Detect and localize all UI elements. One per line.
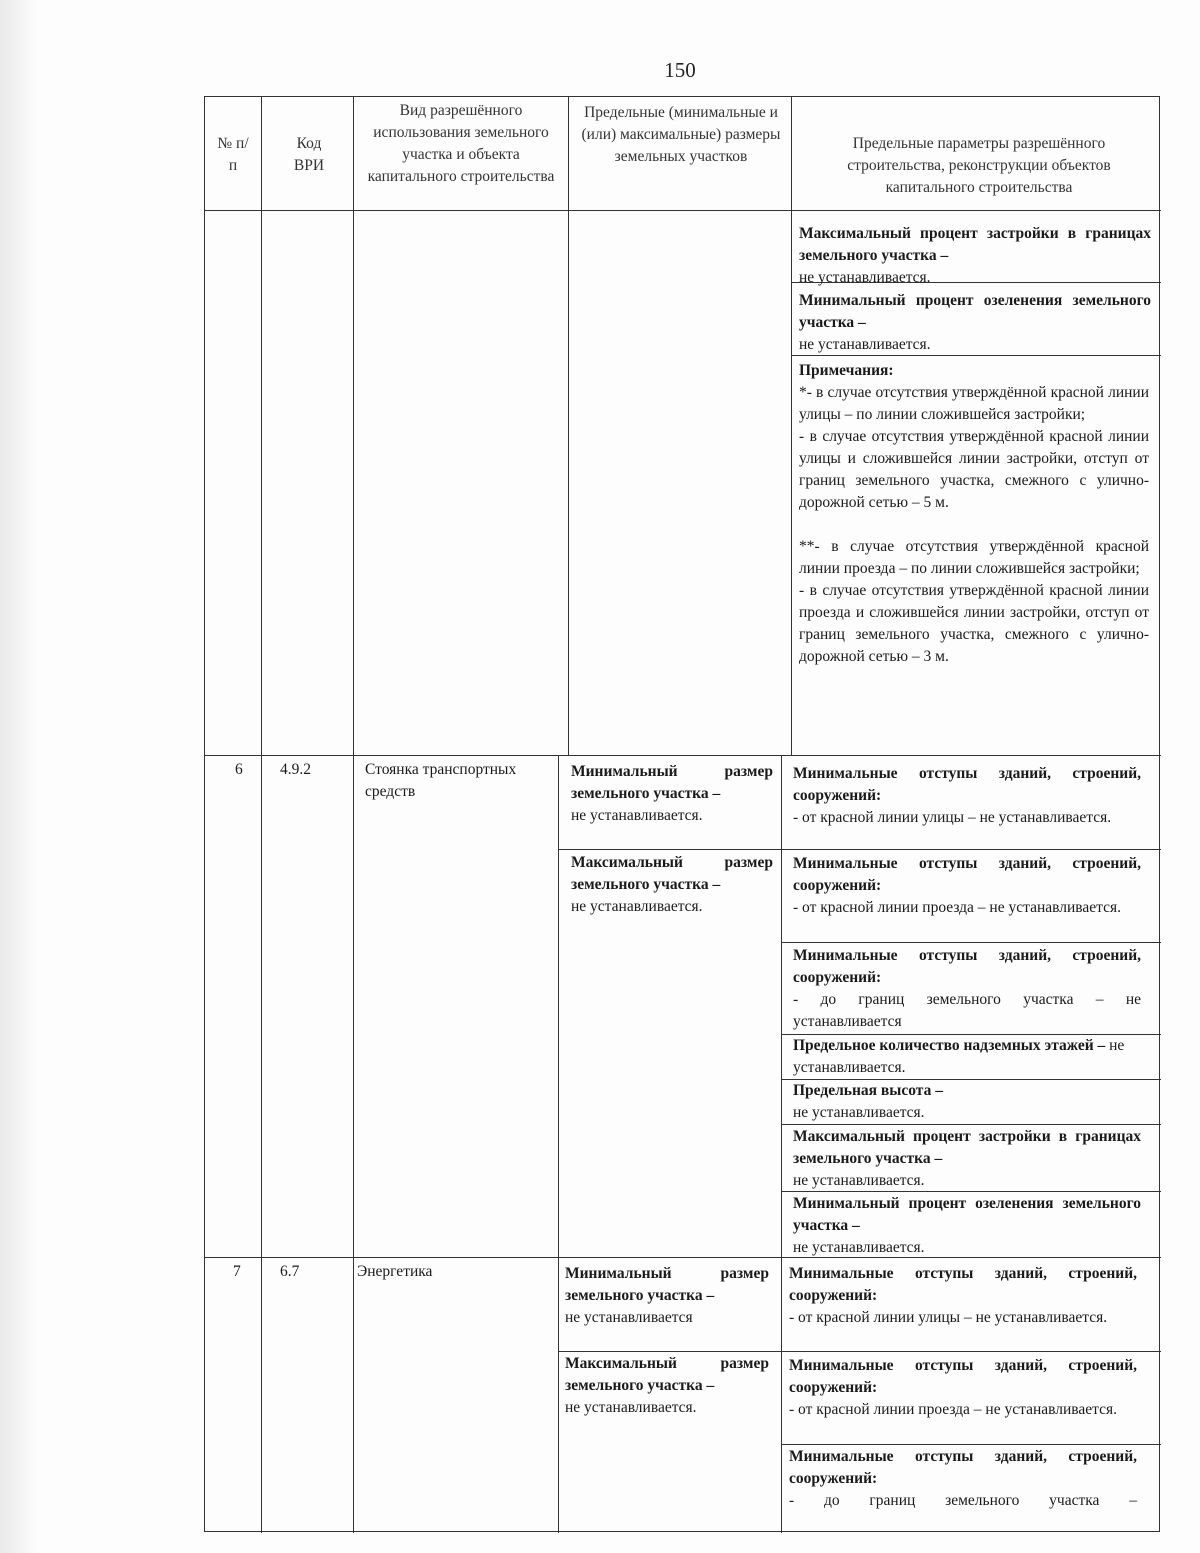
param-value: не устанавливается.: [793, 1239, 925, 1256]
param-text: - от красной линии проезда – не устанавливается.: [793, 899, 1121, 916]
param-title: Минимальные отступы зданий, строений, сооружений:: [789, 1448, 1137, 1487]
page-number: 150: [664, 58, 696, 82]
row-6-min-size: [571, 761, 773, 827]
row-6-top-rule: [205, 755, 1161, 756]
param-text: - от красной линии улицы – не устанавливается.: [793, 809, 1112, 826]
param-text: - от красной линии проезда – не устанавливается.: [789, 1401, 1117, 1418]
column-divider: [353, 97, 354, 1533]
size-value: не устанавливается.: [571, 898, 703, 915]
param-rule: [781, 849, 1161, 850]
size-title: Минимальный размер земельного участка –: [565, 1265, 769, 1304]
scan-edge-shadow: [0, 0, 38, 1553]
note-text: - в случае отсутствия утверждённой красной линии проезда и сложившейся линии застройки, отступ от границ земельного участка, смежного с улично-дорожной сетью – 3 м.: [799, 582, 1149, 665]
header-code: Код ВРИ: [293, 135, 325, 174]
param-value: не устанавливается.: [793, 1172, 925, 1189]
row-6-param-7: [793, 1193, 1141, 1259]
column-divider: [791, 97, 792, 755]
param-title: Минимальные отступы зданий, строений, сооружений:: [793, 765, 1141, 804]
column-divider: [568, 97, 569, 755]
row-6-param-5: [793, 1080, 1141, 1124]
row-6-kind: Стоянка транспортных средств: [365, 761, 517, 800]
row-6-param-4: [793, 1035, 1141, 1079]
column-divider: [781, 755, 782, 1533]
param-title: Предельная высота –: [793, 1082, 943, 1099]
row-6-max-size: [571, 852, 773, 918]
row-6-num: 6: [235, 761, 243, 778]
header-kind: Вид разрешённого использования земельного участка и объекта капитального строительства: [367, 102, 555, 185]
param-value: не устанавливается.: [793, 1037, 1125, 1076]
row-7-min-size: [565, 1263, 769, 1329]
param-rule: [781, 1124, 1161, 1125]
row-6-code: 4.9.2: [280, 761, 311, 778]
notes-title: Примечания:: [799, 362, 894, 379]
param-rule: [781, 1444, 1161, 1445]
param-value: не устанавливается.: [799, 269, 931, 286]
size-title: Минимальный размер земельного участка –: [571, 763, 773, 802]
size-rule: [558, 1351, 781, 1352]
param-text: - до границ земельного участка –: [789, 1492, 1137, 1509]
param-title: Минимальные отступы зданий, строений, сооружений:: [793, 947, 1141, 986]
header-num: № п/п: [217, 135, 249, 174]
column-divider: [261, 97, 262, 1533]
param-value: не устанавливается.: [793, 1104, 925, 1121]
size-rule: [558, 849, 781, 850]
row-7-param-1: [789, 1263, 1137, 1329]
param-title: Предельное количество надземных этажей –: [793, 1037, 1106, 1054]
row-7-max-size: [565, 1353, 769, 1419]
note-text: *- в случае отсутствия утверждённой красной линии улицы – по линии сложившейся застройки;: [799, 384, 1149, 423]
max-build-pct-param: [799, 223, 1151, 289]
min-green-pct-param: [799, 290, 1151, 356]
header-sizes: Предельные (минимальные и (или) максимальные) размеры земельных участков: [581, 104, 781, 165]
row-6-param-2: [793, 853, 1141, 919]
param-title: Минимальные отступы зданий, строений, сооружений:: [789, 1357, 1137, 1396]
row-7-code: 6.7: [280, 1263, 300, 1280]
param-rule: [781, 1351, 1161, 1352]
header-bottom-rule: [205, 210, 1161, 211]
size-value: не устанавливается.: [571, 807, 703, 824]
param-title: Минимальный процент озеленения земельного участка –: [799, 292, 1151, 331]
param-title: Максимальный процент застройки в границах земельного участка –: [793, 1128, 1141, 1167]
param-rule: [781, 942, 1161, 943]
size-value: не устанавливается: [565, 1309, 693, 1326]
notes-block: [799, 360, 1149, 668]
column-divider: [558, 755, 559, 1533]
param-text: - от красной линии улицы – не устанавливается.: [789, 1309, 1108, 1326]
note-text: - в случае отсутствия утверждённой красной линии улицы и сложившейся линии застройки, отступ от границ земельного участка, смежного с улично-дорожной сетью – 5 м.: [799, 428, 1149, 511]
param-value: не устанавливается.: [799, 336, 931, 353]
size-title: Максимальный размер земельного участка –: [571, 854, 773, 893]
row-7-num: 7: [233, 1263, 241, 1280]
param-title: Минимальный процент озеленения земельного участка –: [793, 1195, 1141, 1234]
row-6-param-6: [793, 1126, 1141, 1192]
land-use-table: [204, 96, 1160, 1532]
header-params: Предельные параметры разрешённого строительства, реконструкции объектов капитального строительства: [847, 135, 1111, 196]
note-text: **- в случае отсутствия утверждённой красной линии проезда – по линии сложившейся застройки;: [799, 538, 1149, 577]
param-text: - до границ земельного участка – не устанавливается: [793, 991, 1141, 1030]
row-7-param-2: [789, 1355, 1137, 1421]
param-title: Минимальные отступы зданий, строений, сооружений:: [793, 855, 1141, 894]
param-title: Максимальный процент застройки в границах земельного участка –: [799, 225, 1151, 264]
row-6-param-3: [793, 945, 1141, 1033]
row-6-param-1: [793, 763, 1141, 829]
size-title: Максимальный размер земельного участка –: [565, 1355, 769, 1394]
size-value: не устанавливается.: [565, 1399, 697, 1416]
param-title: Минимальные отступы зданий, строений, сооружений:: [789, 1265, 1137, 1304]
row-7-kind: Энергетика: [357, 1263, 433, 1280]
row-7-param-3: [789, 1446, 1137, 1512]
